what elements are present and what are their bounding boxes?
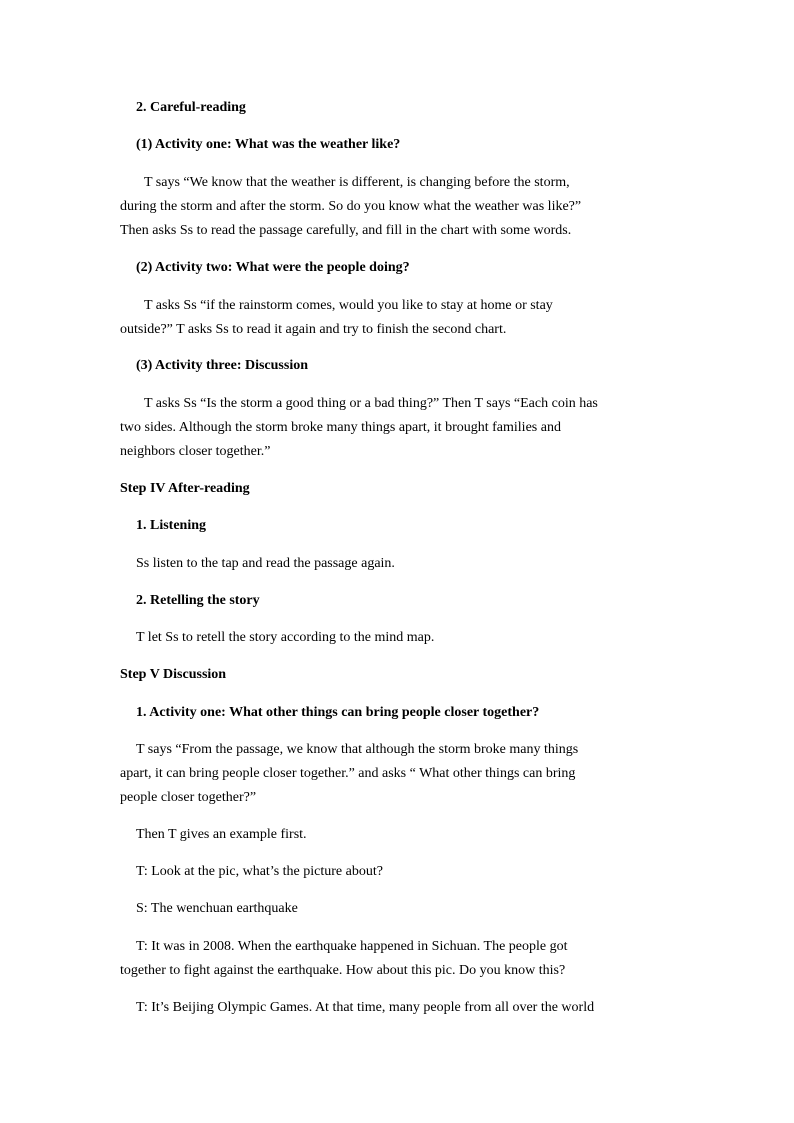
text-line: outside?” T asks Ss to read it again and try to finish the second chart. [120, 322, 507, 337]
dialogue-line-look: T: Look at the pic, what’s the picture about? [136, 864, 383, 879]
dialogue-line-olympic: T: It’s Beijing Olympic Games. At that time, many people from all over the world [136, 1000, 595, 1015]
text-line: T asks Ss “if the rainstorm comes, would you like to stay at home or stay [144, 298, 553, 313]
section-heading-retelling: 2. Retelling the story [136, 593, 260, 608]
text-line: apart, it can bring people closer together.” and asks “ What other things can bring [120, 766, 576, 781]
step-heading-discussion: Step V Discussion [120, 667, 227, 682]
dialogue-line-answer: S: The wenchuan earthquake [136, 901, 298, 916]
paragraph-retelling: T let Ss to retell the story according to the mind map. [136, 630, 435, 645]
step-heading-after-reading: Step IV After-reading [120, 481, 250, 496]
section-heading-listening: 1. Listening [136, 518, 207, 533]
text-line: Then asks Ss to read the passage carefully, and fill in the chart with some words. [120, 223, 572, 238]
paragraph-weather [120, 171, 665, 243]
paragraph-listening: Ss listen to the tap and read the passage again. [136, 556, 395, 571]
text-line: T: It was in 2008. When the earthquake happened in Sichuan. The people got [136, 939, 568, 954]
paragraph-example: Then T gives an example first. [136, 827, 307, 842]
activity-heading-people: (2) Activity two: What were the people doing? [136, 260, 410, 275]
text-line: T says “We know that the weather is different, is changing before the storm, [144, 175, 570, 190]
activity-heading-closer-together: 1. Activity one: What other things can bring people closer together? [136, 705, 540, 720]
paragraph-people [120, 294, 665, 342]
text-line: neighbors closer together.” [120, 444, 271, 459]
paragraph-2008 [120, 935, 665, 983]
section-heading-careful-reading: 2. Careful-reading [136, 100, 246, 115]
text-line: together to fight against the earthquake. How about this pic. Do you know this? [120, 963, 566, 978]
paragraph-closer-together [120, 738, 665, 810]
paragraph-discussion [120, 392, 665, 464]
text-line: people closer together?” [120, 790, 257, 805]
activity-heading-weather: (1) Activity one: What was the weather like? [136, 137, 401, 152]
text-line: two sides. Although the storm broke many things apart, it brought families and [120, 420, 561, 435]
text-line: T says “From the passage, we know that although the storm broke many things [136, 742, 579, 757]
text-line: T asks Ss “Is the storm a good thing or a bad thing?” Then T says “Each coin has [144, 396, 598, 411]
text-line: during the storm and after the storm. So do you know what the weather was like?” [120, 199, 582, 214]
activity-heading-discussion: (3) Activity three: Discussion [136, 358, 308, 373]
